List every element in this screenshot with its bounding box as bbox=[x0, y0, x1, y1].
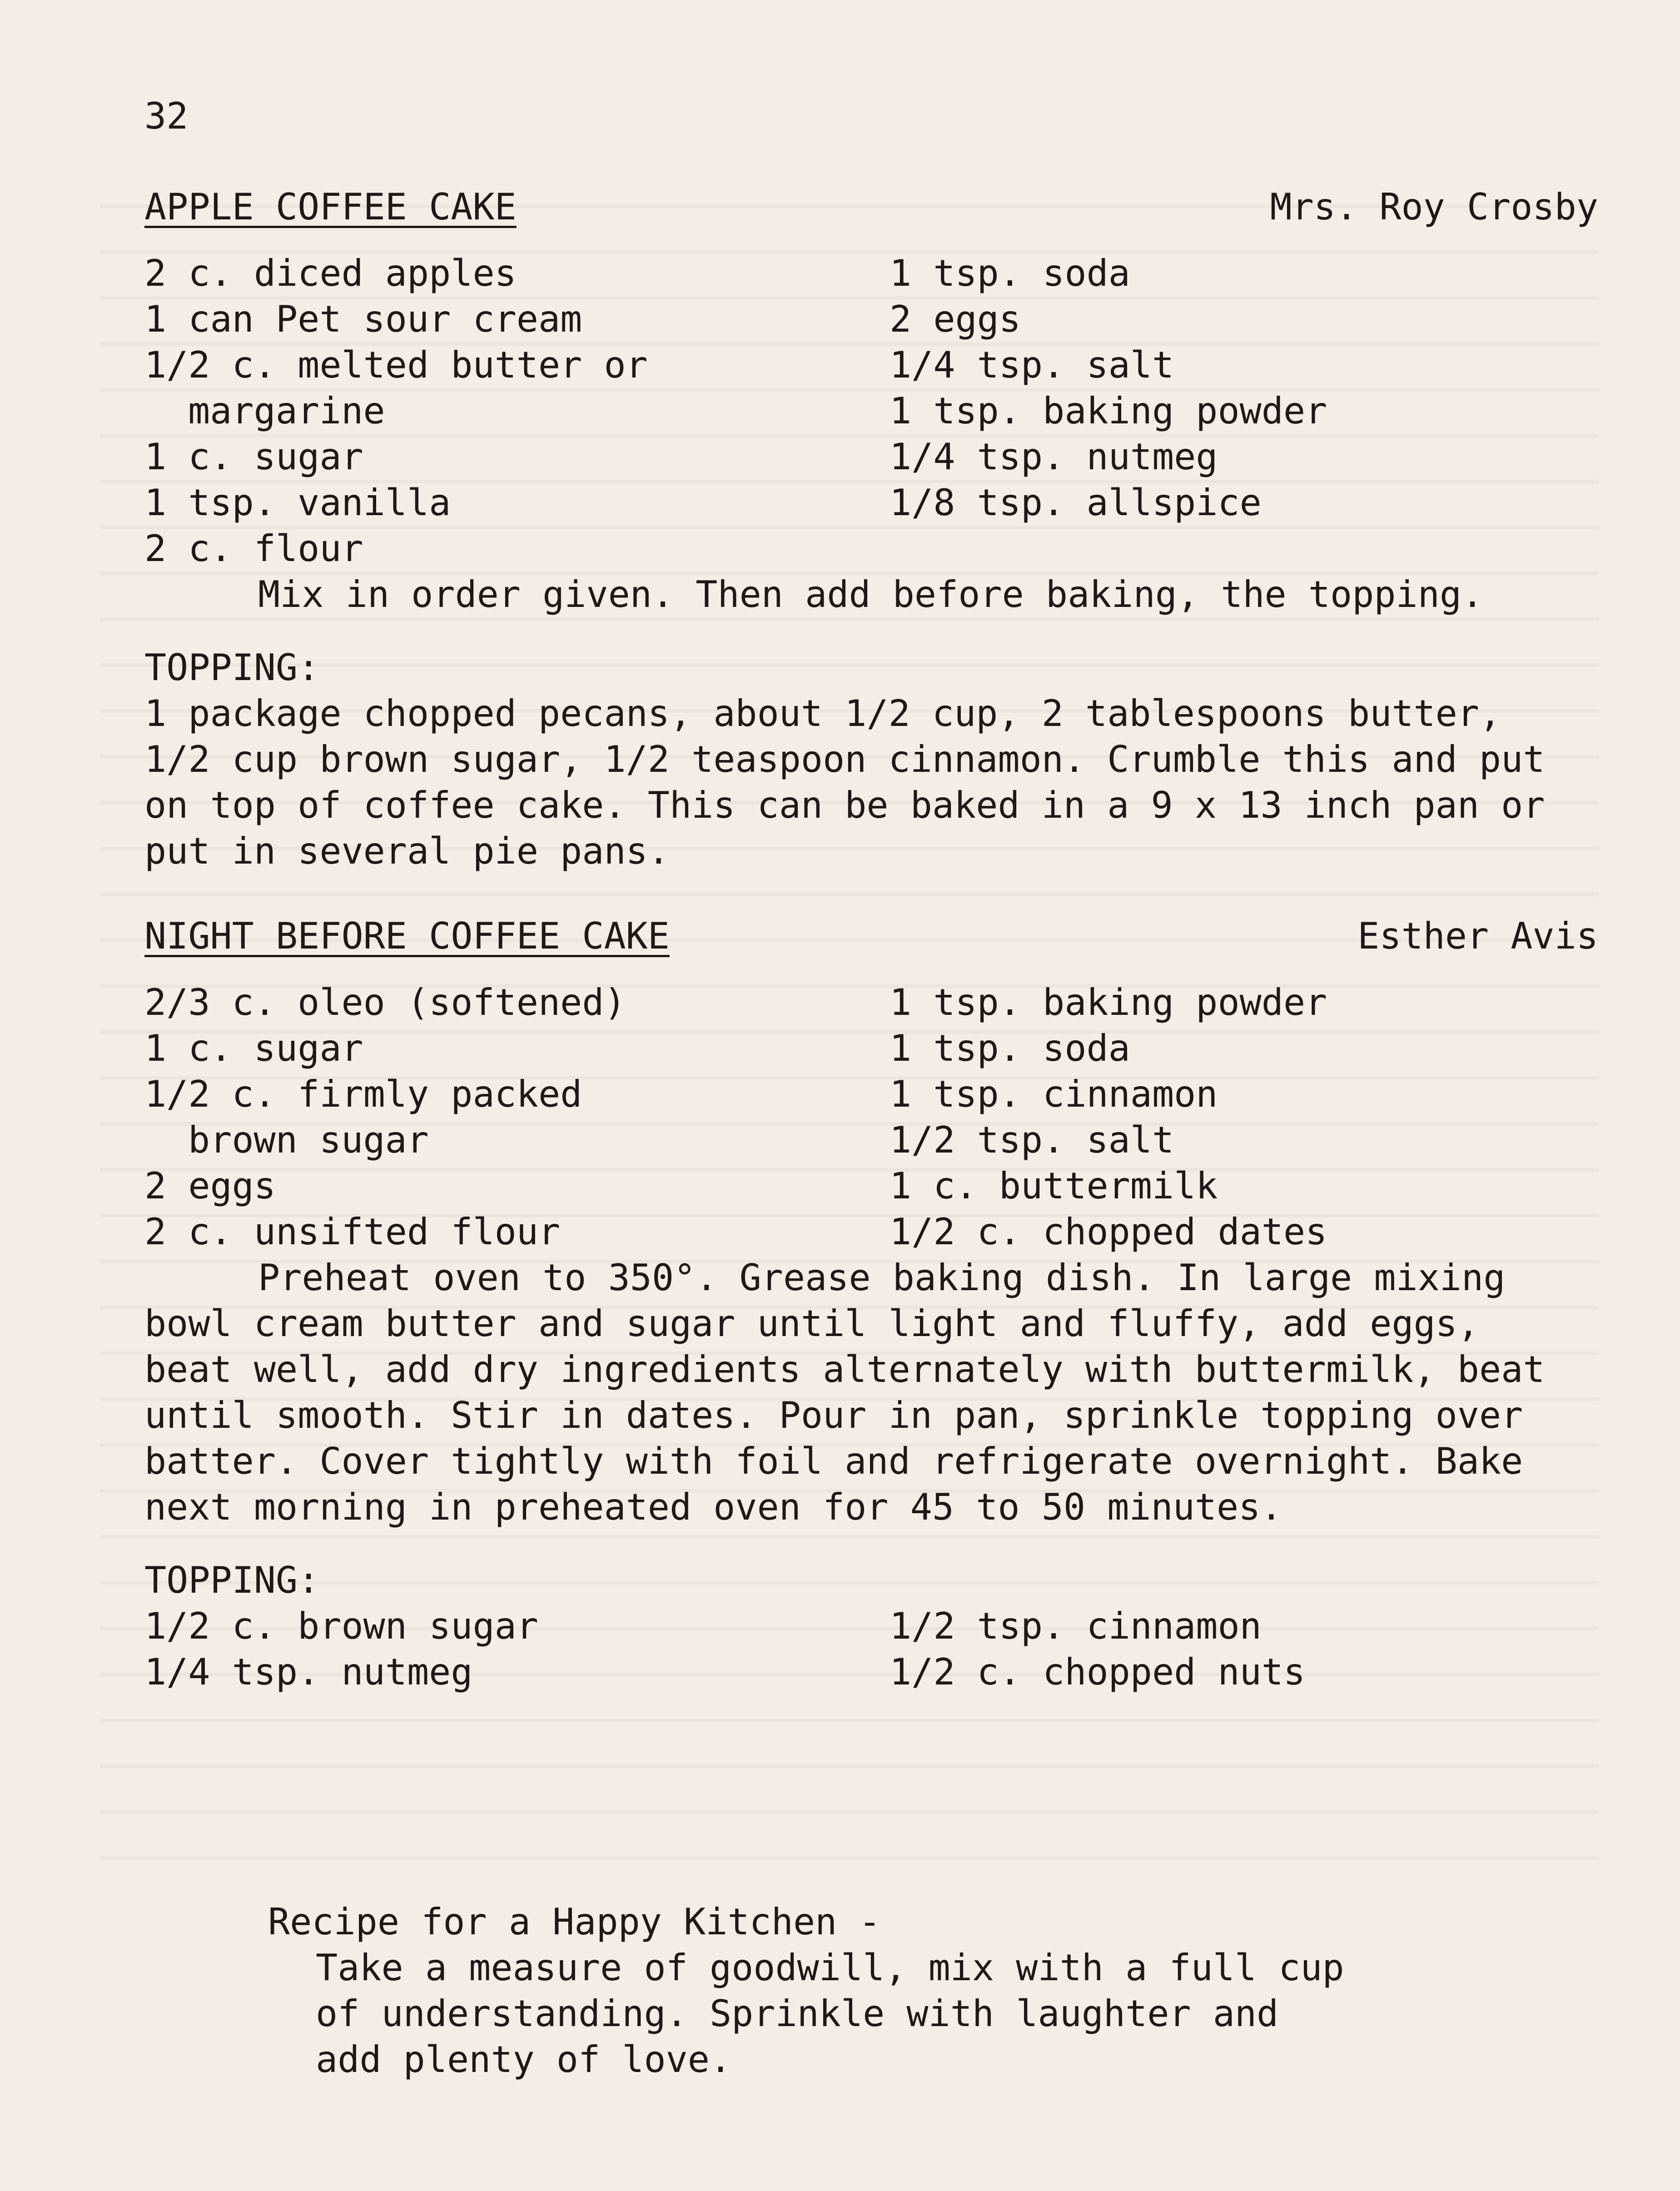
ingredient: 2 eggs bbox=[144, 1165, 276, 1207]
happy-kitchen-verse bbox=[268, 1899, 1495, 2082]
ingredients-right-column bbox=[890, 979, 1598, 1255]
ingredient: 2 c. diced apples bbox=[144, 252, 517, 294]
ingredient-continuation bbox=[144, 388, 890, 434]
recipe-author: Esther Avis bbox=[1357, 915, 1598, 957]
ingredients-list bbox=[144, 979, 1598, 1255]
topping-label: TOPPING: bbox=[144, 1559, 320, 1601]
topping-directions: 1 package chopped pecans, about 1/2 cup, 2 tablespoons butter, 1/2 cup brown sugar, 1/2 teaspoon cinnamon. Crumble this and put on top of coffee cake. This can be baked in a 9 x 13 inch pan or put in several pie pans. bbox=[144, 692, 1545, 872]
ingredient: 1 tsp. baking powder bbox=[890, 390, 1327, 432]
ingredient: 2 c. unsifted flour bbox=[144, 1211, 561, 1253]
topping-ingredients-list bbox=[144, 1603, 1598, 1695]
ingredient: 1/2 c. firmly packed bbox=[144, 1073, 582, 1115]
ingredient-continuation bbox=[144, 1117, 890, 1163]
verse-title: Recipe for a Happy Kitchen - bbox=[268, 1901, 881, 1943]
ingredient: 1/2 c. melted butter or bbox=[144, 344, 648, 386]
ingredient: 1 tsp. vanilla bbox=[144, 482, 451, 524]
topping-right-column bbox=[890, 1603, 1598, 1695]
ingredient: 1 tsp. soda bbox=[890, 252, 1130, 294]
ingredients-list bbox=[144, 250, 1598, 571]
ingredient: 1 tsp. baking powder bbox=[890, 981, 1327, 1023]
recipe-apple-coffee-cake bbox=[144, 184, 1598, 874]
ingredient: 1 c. buttermilk bbox=[890, 1165, 1218, 1207]
recipe-title: NIGHT BEFORE COFFEE CAKE bbox=[144, 915, 670, 957]
topping-ingredient: 1/4 tsp. nutmeg bbox=[144, 1651, 473, 1693]
page-number: 32 bbox=[144, 95, 189, 137]
ingredients-right-column bbox=[890, 250, 1598, 571]
ingredient: 1 c. sugar bbox=[144, 436, 363, 478]
recipe-directions: Preheat oven to 350°. Grease baking dish. In large mixing bowl cream butter and sugar until light and fluffy, add eggs, beat well, add dry ingredients alternately with buttermilk, beat until smooth. Stir in dates. Pour in pan, sprinkle topping over batter. Cover tightly with foil and refrigerate overnight. Bake next morning in preheated oven for 45 to 50 minutes. bbox=[144, 1257, 1545, 1528]
ingredient: 1 can Pet sour cream bbox=[144, 298, 582, 340]
topping-ingredient: 1/2 c. brown sugar bbox=[144, 1605, 538, 1647]
ingredient: 2 eggs bbox=[890, 298, 1021, 340]
verse-body bbox=[268, 1945, 1495, 2082]
verse-line: of understanding. Sprinkle with laughter and bbox=[316, 1992, 1279, 2035]
topping-ingredient: 1/2 tsp. cinnamon bbox=[890, 1605, 1262, 1647]
recipe-header bbox=[144, 913, 1598, 959]
recipe-author: Mrs. Roy Crosby bbox=[1270, 186, 1598, 228]
ingredient-continuation-text: brown sugar bbox=[188, 1119, 429, 1161]
verse-line: Take a measure of goodwill, mix with a full cup bbox=[316, 1947, 1344, 1989]
recipe-header bbox=[144, 184, 1598, 230]
ingredient: 1 tsp. cinnamon bbox=[890, 1073, 1218, 1115]
ingredient: 1 tsp. soda bbox=[890, 1027, 1130, 1069]
ingredient: 1/2 tsp. salt bbox=[890, 1119, 1174, 1161]
ingredients-left-column bbox=[144, 979, 890, 1255]
verse-line: add plenty of love. bbox=[316, 2038, 732, 2081]
ingredient: 1/2 c. chopped dates bbox=[890, 1211, 1327, 1253]
topping-label: TOPPING: bbox=[144, 646, 320, 689]
ingredient-continuation-text: margarine bbox=[188, 390, 385, 432]
ingredient: 1 c. sugar bbox=[144, 1027, 363, 1069]
recipe-directions: Mix in order given. Then add before baking, the topping. bbox=[258, 573, 1484, 616]
ingredient: 1/8 tsp. allspice bbox=[890, 482, 1262, 524]
ingredient: 2 c. flour bbox=[144, 527, 363, 570]
topping-ingredient: 1/2 c. chopped nuts bbox=[890, 1651, 1306, 1693]
topping-left-column bbox=[144, 1603, 890, 1695]
ingredient: 2/3 c. oleo (softened) bbox=[144, 981, 626, 1023]
recipe-title: APPLE COFFEE CAKE bbox=[144, 186, 517, 228]
ingredient: 1/4 tsp. salt bbox=[890, 344, 1174, 386]
ingredients-left-column bbox=[144, 250, 890, 571]
recipe-night-before-coffee-cake bbox=[144, 913, 1598, 1695]
ingredient: 1/4 tsp. nutmeg bbox=[890, 436, 1218, 478]
